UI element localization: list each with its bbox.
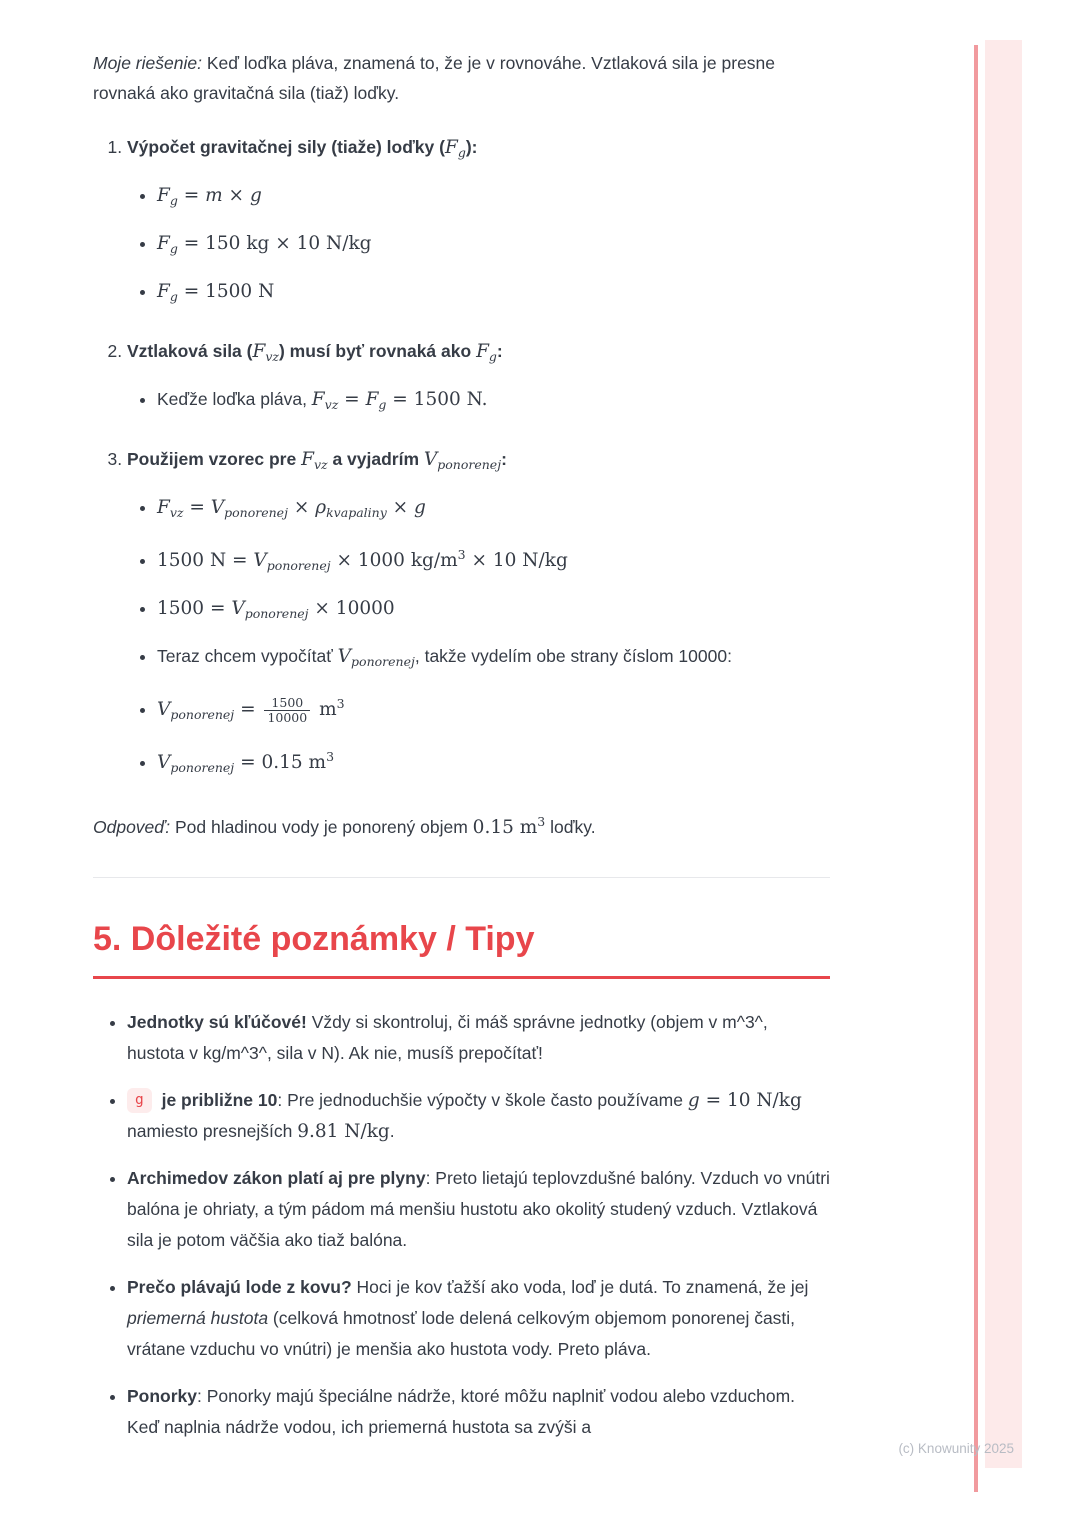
tip-item xyxy=(127,1272,830,1365)
text-segment: a vyjadrím xyxy=(327,449,424,469)
step-bullet xyxy=(157,641,830,677)
text-segment: priemerná hustota xyxy=(127,1308,269,1328)
step-bullet xyxy=(157,276,830,312)
step-bullets xyxy=(127,492,830,783)
math-expression: 0.15 $m^3$ xyxy=(472,814,546,838)
text-segment: Archimedov zákon platí aj pre plyny xyxy=(127,1168,426,1188)
text-segment: Pod hladinou vody je ponorený objem xyxy=(170,817,473,837)
math-expression: 1500 $N = V_{ponorenej} \times 1000$ $kg/m^3 \times 10$ N/kg xyxy=(157,547,568,573)
text-segment: je približne 10 xyxy=(156,1090,278,1110)
math-expression: g = 10 N/kg xyxy=(687,1090,802,1111)
text-segment: Keď loďka pláva, znamená to, že je v rovnováhe. Vztlaková sila je presne rovnaká ako gravitačná sila (tiaž) loďky. xyxy=(93,53,776,103)
tip-item xyxy=(127,1085,830,1147)
step-bullets xyxy=(127,384,830,420)
text-segment: , takže vydelím obe strany číslom 10000: xyxy=(414,646,732,666)
text-segment: : xyxy=(496,341,503,361)
intro-paragraph xyxy=(93,48,830,108)
solution-step xyxy=(127,132,830,312)
answer-paragraph xyxy=(93,807,830,843)
text-segment: Keďže loďka pláva, xyxy=(157,389,312,409)
text-segment: Prečo plávajú lode z kovu? xyxy=(127,1277,352,1297)
text-segment: Moje riešenie: xyxy=(93,53,202,73)
section-divider xyxy=(93,877,830,878)
tip-item xyxy=(127,1381,830,1443)
fraction: $\frac{1500}{10000}$ xyxy=(264,696,310,726)
tip-item xyxy=(127,1007,830,1069)
tips-heading: 5. Dôležité poznámky / Tipy xyxy=(93,918,830,979)
step-title xyxy=(127,336,830,372)
text-segment: Použijem vzorec pre xyxy=(127,449,302,469)
math-expression: $V_{ponorenej}$ xyxy=(423,449,502,472)
math-expression: $F_g$ xyxy=(444,137,466,160)
math-expression: $1500 = V_{ponorenej} \times 10000$ xyxy=(157,598,395,621)
text-segment: Ponorky xyxy=(127,1386,198,1406)
document-content xyxy=(93,48,830,1459)
text-segment: Výpočet gravitačnej sily (tiaže) loďky ( xyxy=(127,137,445,157)
text-segment: Jednotky sú kľúčové! xyxy=(127,1012,307,1032)
text-segment: Teraz chcem vypočítať xyxy=(157,646,338,666)
text-segment: (celková hmotnosť lode delená celkovým objemom ponorenej časti, vrátane vzduchu vo vnútri) je menšia ako hustota vody. Preto pláva. xyxy=(127,1308,796,1359)
math-expression: $F_{vz} = F_g = 1500$ N. xyxy=(311,389,488,412)
step-bullet xyxy=(157,492,830,528)
math-expression: $V_{ponorenej} = 0.15$ $m^3$ xyxy=(157,749,335,775)
step-title xyxy=(127,444,830,480)
math-expression: $F_g = m \times g$ xyxy=(157,185,262,208)
solution-step xyxy=(127,336,830,420)
inline-code-badge: g xyxy=(127,1088,152,1113)
step-bullet xyxy=(157,384,830,420)
page-edge-line xyxy=(974,45,978,1492)
text-segment: Vždy si skontroluj, či máš správne jednotky (objem v m^3^, hustota v kg/m^3^, sila v N). Ak nie, musíš prepočítať! xyxy=(127,1012,768,1063)
step-bullet xyxy=(157,593,830,629)
math-expression: $V_{ponorenej}$ = $\frac{1500}{10000}$ $m^3$ xyxy=(157,694,345,725)
text-segment: namiesto presnejších xyxy=(127,1121,298,1141)
text-segment: ) musí byť rovnaká ako xyxy=(278,341,477,361)
tip-item xyxy=(127,1163,830,1256)
text-segment: ): xyxy=(465,137,478,157)
text-segment: : Preto lietajú teplovzdušné balóny. Vzduch vo vnútri balóna je ohriaty, a tým pádom má menšiu hustotu ako okolitý studený vzduch. Vztlaková sila je potom väčšia ako tiaž balóna. xyxy=(127,1168,830,1250)
solution-step xyxy=(127,444,830,783)
text-segment: Vztlaková sila ( xyxy=(127,341,253,361)
step-bullet xyxy=(157,228,830,264)
math-expression: $F_{vz}$ xyxy=(301,449,328,472)
math-expression: 9.81 N/kg xyxy=(297,1121,390,1142)
step-bullet xyxy=(157,689,830,730)
math-expression: $F_g = 1500$ N xyxy=(157,281,275,304)
text-segment: : xyxy=(501,449,507,469)
text-segment: . xyxy=(389,1121,395,1141)
step-bullet xyxy=(157,742,830,783)
step-bullet xyxy=(157,540,830,581)
solution-steps xyxy=(93,132,830,783)
math-expression: $F_{vz}$ xyxy=(252,341,279,364)
footer-credit: (c) Knowunity 2025 xyxy=(898,1441,1014,1456)
step-bullets xyxy=(127,180,830,312)
scrollbar-track[interactable] xyxy=(985,40,1022,1468)
text-segment: Odpoveď: xyxy=(93,817,171,837)
text-segment: Hoci je kov ťažší ako voda, loď je dutá. To znamená, že jej xyxy=(351,1277,809,1297)
text-segment: : Ponorky majú špeciálne nádrže, ktoré môžu naplniť vodou alebo vzduchom. Keď naplnia nádrže vodou, ich priemerná hustota sa zvýši a xyxy=(127,1386,796,1437)
math-expression: $F_g$ xyxy=(476,341,497,364)
math-expression: $V_{ponorenej}$ xyxy=(337,646,415,669)
text-segment: : Pre jednoduchšie výpočty v škole často používame xyxy=(277,1090,688,1110)
tips-list xyxy=(93,1007,830,1443)
text-segment: loďky. xyxy=(545,817,596,837)
step-title xyxy=(127,132,830,168)
math-expression: $F_g = 150$ kg × 10 N/kg xyxy=(157,233,372,256)
math-expression: $F_{vz} = V_{ponorenej} \times \rho_{kvapaliny} \times g$ xyxy=(157,497,426,520)
step-bullet xyxy=(157,180,830,216)
